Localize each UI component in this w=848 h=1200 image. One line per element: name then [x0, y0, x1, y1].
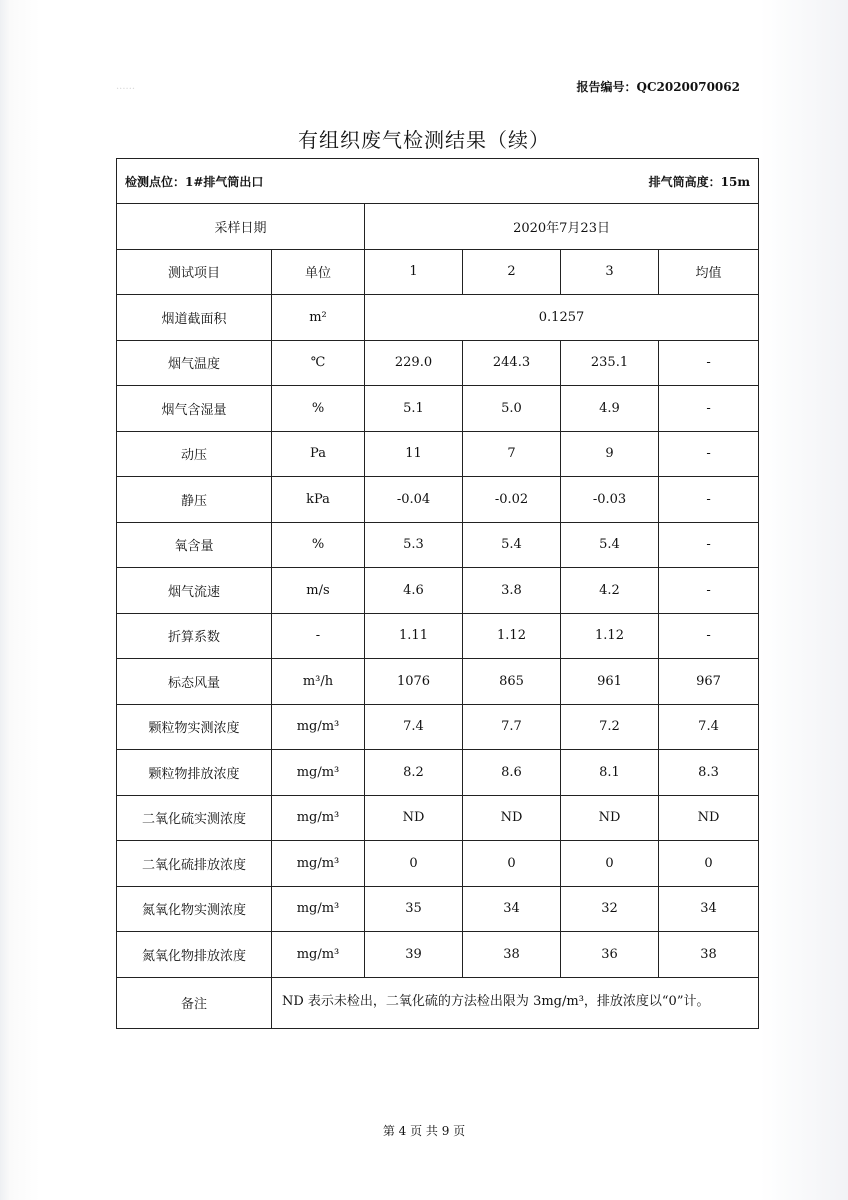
value-cell: -0.04	[365, 477, 463, 523]
data-rows	[117, 340, 759, 977]
value-cell: 5.1	[365, 386, 463, 432]
value-cell: 1.11	[365, 613, 463, 659]
value-cell: 7.4	[365, 704, 463, 750]
unit-cell: mg/m³	[272, 704, 365, 750]
avg-cell: 967	[659, 659, 759, 705]
unit-cell: mg/m³	[272, 932, 365, 978]
value-cell: 35	[365, 886, 463, 932]
unit-cell: %	[272, 386, 365, 432]
avg-cell: 7.4	[659, 704, 759, 750]
avg-cell: 0	[659, 841, 759, 887]
value-cell: 7.7	[463, 704, 561, 750]
avg-cell: -	[659, 477, 759, 523]
value-cell: 1076	[365, 659, 463, 705]
value-cell: 8.6	[463, 750, 561, 796]
value-cell: 7	[463, 431, 561, 477]
table-row	[117, 795, 759, 841]
value-cell: ND	[463, 795, 561, 841]
value-cell: 865	[463, 659, 561, 705]
value-cell: 235.1	[561, 340, 659, 386]
col-header-avg: 均值	[659, 249, 759, 295]
table-row	[117, 522, 759, 568]
value-cell: 4.9	[561, 386, 659, 432]
avg-cell: -	[659, 340, 759, 386]
remarks-label: 备注	[117, 977, 272, 1028]
value-cell: 36	[561, 932, 659, 978]
item-cell: 烟气温度	[117, 340, 272, 386]
value-cell: 11	[365, 431, 463, 477]
unit-cell: mg/m³	[272, 795, 365, 841]
bleed-through-text: ······	[116, 84, 136, 95]
item-cell: 颗粒物排放浓度	[117, 750, 272, 796]
unit-cell: mg/m³	[272, 886, 365, 932]
value-cell: 5.0	[463, 386, 561, 432]
table-row	[117, 841, 759, 887]
table-row	[117, 386, 759, 432]
value-cell: 34	[463, 886, 561, 932]
value-cell: -0.03	[561, 477, 659, 523]
value-cell: 5.4	[561, 522, 659, 568]
value-cell: 32	[561, 886, 659, 932]
item-cell: 折算系数	[117, 613, 272, 659]
table-row	[117, 932, 759, 978]
unit-cell: Pa	[272, 431, 365, 477]
item-cell: 氮氧化物实测浓度	[117, 886, 272, 932]
unit-cell: m³/h	[272, 659, 365, 705]
table-row	[117, 477, 759, 523]
value-cell: 0	[561, 841, 659, 887]
report-number: 报告编号：QC2020070062	[576, 80, 740, 94]
value-cell: 9	[561, 431, 659, 477]
col-header-unit: 单位	[272, 249, 365, 295]
item-cell: 二氧化硫实测浓度	[117, 795, 272, 841]
table-row	[117, 431, 759, 477]
item-cell: 颗粒物实测浓度	[117, 704, 272, 750]
unit-cell: m²	[272, 295, 365, 341]
item-cell: 烟气流速	[117, 568, 272, 614]
remarks-text: ND 表示未检出，二氧化硫的方法检出限为 3mg/m³，排放浓度以“0”计。	[272, 977, 759, 1028]
results-table	[116, 158, 759, 1029]
table-row	[117, 704, 759, 750]
unit-cell: mg/m³	[272, 841, 365, 887]
value-cell: 0	[365, 841, 463, 887]
value-cell: 1.12	[463, 613, 561, 659]
value-cell: 3.8	[463, 568, 561, 614]
item-cell: 烟气含湿量	[117, 386, 272, 432]
page-number: 第 4 页 共 9 页	[382, 1124, 466, 1138]
column-header-row	[117, 249, 759, 295]
value-cell: 961	[561, 659, 659, 705]
col-header-item: 测试项目	[117, 249, 272, 295]
value-cell: 8.1	[561, 750, 659, 796]
unit-cell: kPa	[272, 477, 365, 523]
unit-cell: %	[272, 522, 365, 568]
col-header-2: 2	[463, 249, 561, 295]
unit-cell: -	[272, 613, 365, 659]
remarks-row	[117, 977, 759, 1028]
value-cell: 0.1257	[365, 295, 759, 341]
value-cell: 1.12	[561, 613, 659, 659]
avg-cell: -	[659, 568, 759, 614]
value-cell: 4.2	[561, 568, 659, 614]
table-row	[117, 659, 759, 705]
value-cell: 0	[463, 841, 561, 887]
avg-cell: -	[659, 522, 759, 568]
value-cell: 8.2	[365, 750, 463, 796]
unit-cell: m/s	[272, 568, 365, 614]
page-title: 有组织废气检测结果（续）	[298, 128, 550, 152]
item-cell: 动压	[117, 431, 272, 477]
item-cell: 标态风量	[117, 659, 272, 705]
item-cell: 氮氧化物排放浓度	[117, 932, 272, 978]
value-cell: 7.2	[561, 704, 659, 750]
stack-height: 排气筒高度：15m	[463, 159, 759, 204]
value-cell: 229.0	[365, 340, 463, 386]
avg-cell: 8.3	[659, 750, 759, 796]
avg-cell: -	[659, 431, 759, 477]
value-cell: ND	[365, 795, 463, 841]
value-cell: -0.02	[463, 477, 561, 523]
item-cell: 二氧化硫排放浓度	[117, 841, 272, 887]
item-cell: 静压	[117, 477, 272, 523]
sample-date-row	[117, 204, 759, 250]
value-cell: 244.3	[463, 340, 561, 386]
unit-cell: ℃	[272, 340, 365, 386]
sample-date-value: 2020年7月23日	[365, 204, 759, 250]
unit-cell: mg/m³	[272, 750, 365, 796]
value-cell: 5.4	[463, 522, 561, 568]
col-header-1: 1	[365, 249, 463, 295]
value-cell: 38	[463, 932, 561, 978]
table-row	[117, 568, 759, 614]
table-row	[117, 295, 759, 341]
avg-cell: 34	[659, 886, 759, 932]
value-cell: 39	[365, 932, 463, 978]
value-cell: 4.6	[365, 568, 463, 614]
table-row	[117, 613, 759, 659]
avg-cell: ND	[659, 795, 759, 841]
col-header-3: 3	[561, 249, 659, 295]
avg-cell: -	[659, 613, 759, 659]
table-row	[117, 750, 759, 796]
location-row	[117, 159, 759, 204]
avg-cell: 38	[659, 932, 759, 978]
item-cell: 烟道截面积	[117, 295, 272, 341]
item-cell: 氧含量	[117, 522, 272, 568]
value-cell: ND	[561, 795, 659, 841]
table-row	[117, 340, 759, 386]
avg-cell: -	[659, 386, 759, 432]
sample-date-label: 采样日期	[117, 204, 365, 250]
value-cell: 5.3	[365, 522, 463, 568]
monitoring-point: 检测点位：1#排气筒出口	[117, 159, 463, 204]
table-row	[117, 886, 759, 932]
